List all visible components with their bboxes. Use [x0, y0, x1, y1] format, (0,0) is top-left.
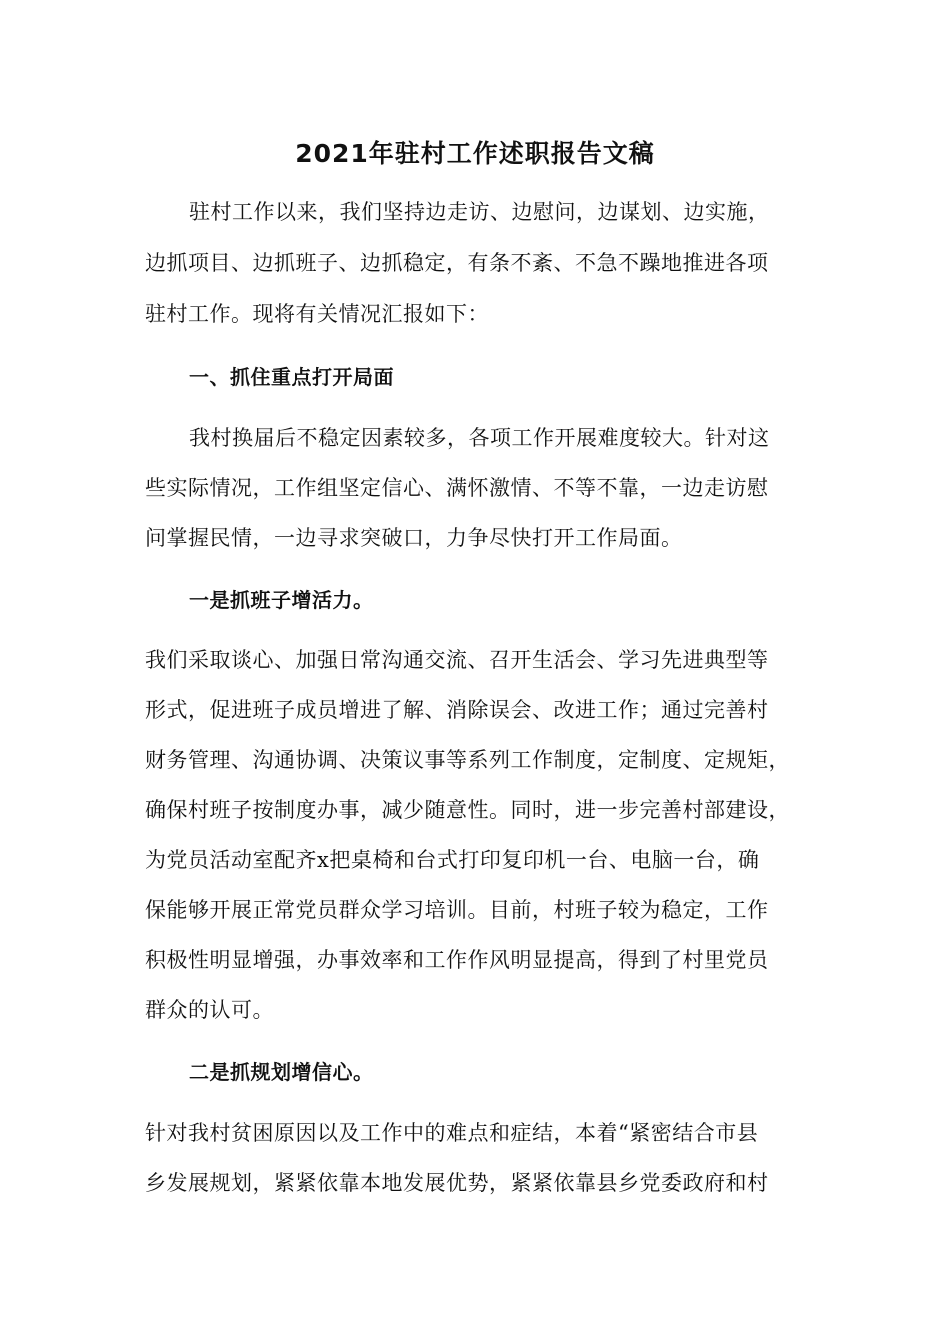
paragraph-line: 形式，促进班子成员增进了解、消除误会、改进工作；通过完善村 — [145, 698, 769, 722]
paragraph-line: 积极性明显增强，办事效率和工作作风明显提高，得到了村里党员 — [145, 948, 769, 972]
intro-line: 驻村工作。现将有关情况汇报如下： — [145, 302, 489, 326]
paragraph-line: 我们采取谈心、加强日常沟通交流、召开生活会、学习先进典型等 — [145, 648, 769, 672]
paragraph-line: 针对我村贫困原因以及工作中的难点和症结，本着“紧密结合市县 — [145, 1121, 759, 1145]
paragraph-line: 我村换届后不稳定因素较多，各项工作开展难度较大。针对这 — [189, 426, 770, 450]
paragraph-line: 财务管理、沟通协调、决策议事等系列工作制度，定制度、定规矩， — [145, 748, 790, 772]
intro-line: 驻村工作以来，我们坚持边走访、边慰问，边谋划、边实施， — [189, 200, 770, 224]
paragraph-line: 群众的认可。 — [145, 998, 274, 1022]
paragraph-line: 问掌握民情，一边寻求突破口，力争尽快打开工作局面。 — [145, 526, 683, 550]
paragraph-line: 保能够开展正常党员群众学习培训。目前，村班子较为稳定，工作 — [145, 898, 769, 922]
section-heading: 一、抓住重点打开局面 — [189, 365, 394, 389]
document-title: 2021年驻村工作述职报告文稿 — [295, 139, 655, 168]
paragraph-line: 确保村班子按制度办事，减少随意性。同时，进一步完善村部建设， — [145, 798, 790, 822]
paragraph-line: 乡发展规划，紧紧依靠本地发展优势，紧紧依靠县乡党委政府和村 — [145, 1171, 769, 1195]
paragraph-line: 为党员活动室配齐x把桌椅和台式打印复印机一台、电脑一台，确 — [145, 848, 760, 872]
subsection-heading: 二是抓规划增信心。 — [189, 1060, 374, 1084]
paragraph-line: 些实际情况，工作组坚定信心、满怀激情、不等不靠，一边走访慰 — [145, 476, 769, 500]
subsection-heading: 一是抓班子增活力。 — [189, 588, 374, 612]
intro-line: 边抓项目、边抓班子、边抓稳定，有条不紊、不急不躁地推进各项 — [145, 251, 769, 275]
